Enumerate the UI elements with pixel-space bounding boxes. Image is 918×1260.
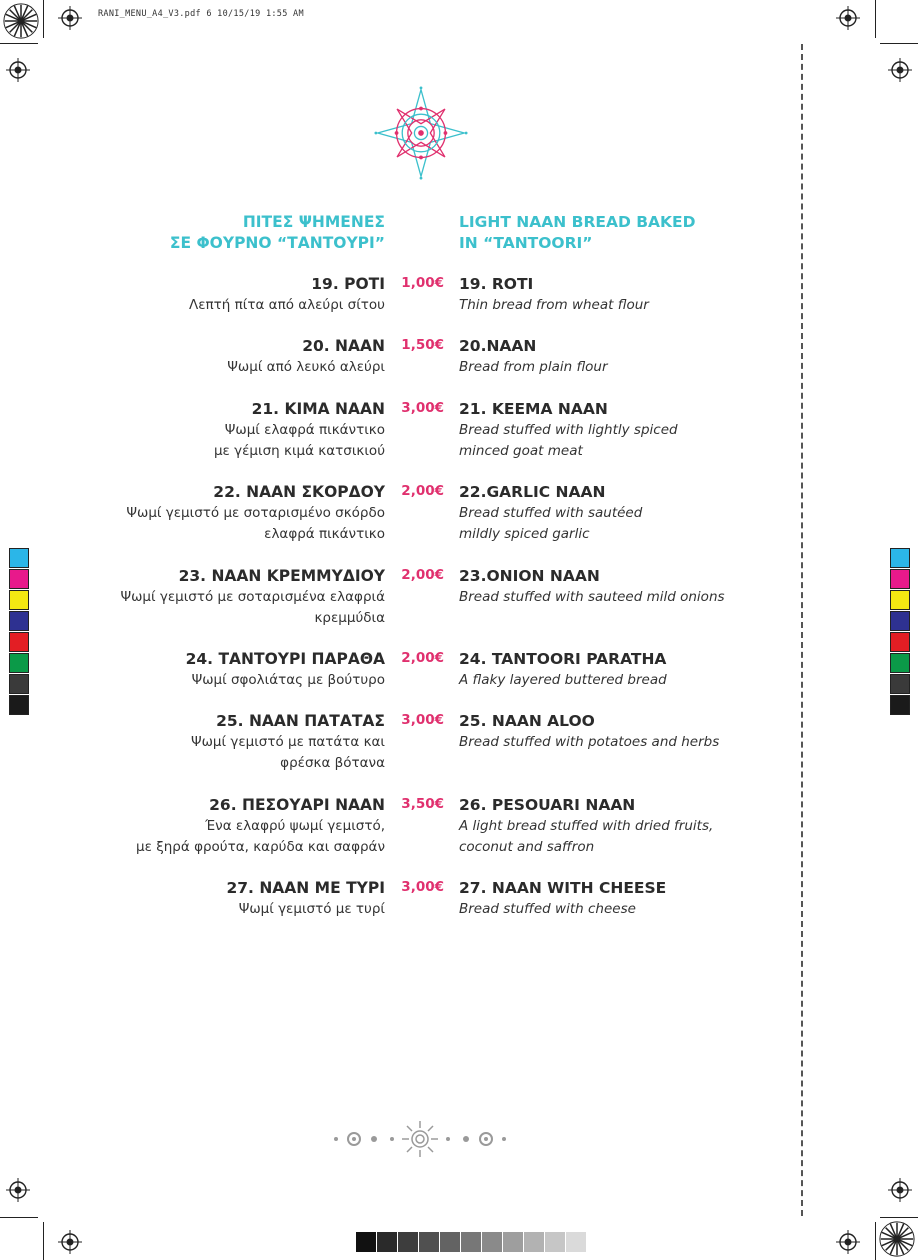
item-greek: [45, 336, 385, 378]
item-name-greek: 25. ΝΑΑΝ ΠΑΤΑΤΑΣ: [216, 712, 385, 730]
item-price: 2,00€: [401, 483, 444, 499]
item-description-greek: Ψωμί ελαφρά πικάντικο με γέμιση κιμά κατσικιού: [213, 422, 385, 459]
item-price: 2,00€: [401, 650, 444, 666]
item-name-english: 25. NAAN ALOO: [459, 712, 595, 730]
mandala-icon: [374, 86, 468, 180]
crop-mark: [0, 1217, 38, 1218]
item-english: [459, 399, 789, 462]
item-name-greek: 22. ΝΑΑΝ ΣΚΟΡΔΟΥ: [213, 483, 385, 501]
item-price: 1,00€: [401, 275, 444, 291]
swatch-green: [9, 653, 29, 673]
sun-divider-icon: [330, 1120, 510, 1158]
swatch-cyan: [890, 548, 910, 568]
registration-mark-icon: [836, 6, 860, 30]
registration-mark-icon: [888, 58, 912, 82]
item-name-greek: 23. ΝΑΑΝ ΚΡΕΜΜΥΔΙΟΥ: [178, 567, 385, 585]
item-name-greek: 19. ΡΟΤΙ: [311, 275, 385, 293]
item-english: [459, 649, 789, 691]
item-description-english: Bread stuffed with potatoes and herbs: [459, 734, 720, 750]
item-english: [459, 566, 789, 608]
item-description-english: Bread stuffed with sauteed mild onions: [459, 589, 725, 605]
item-english: [459, 711, 789, 753]
swatch-gray: [9, 674, 29, 694]
item-name-english: 20.NAAN: [459, 337, 537, 355]
grayscale-calibration-bar: [356, 1232, 587, 1252]
item-name-english: 27. NAAN WITH CHEESE: [459, 879, 667, 897]
heading-line: LIGHT NAAN BREAD BAKED: [459, 213, 696, 231]
heading-line: ΠΙΤΕΣ ΨΗΜΕΝΕΣ: [242, 213, 385, 231]
item-price: 3,00€: [401, 712, 444, 728]
item-name-english: 24. TANTOORI PARATHA: [459, 650, 667, 668]
sunburst-mark-icon: [2, 2, 40, 40]
item-name-greek: 26. ΠΕΣΟΥΑΡΙ ΝΑΑΝ: [209, 796, 385, 814]
crop-mark: [880, 43, 918, 44]
item-description-english: A flaky layered buttered bread: [459, 672, 667, 688]
item-greek: [45, 711, 385, 774]
item-description-greek: Λεπτή πίτα από αλεύρι σίτου: [189, 297, 385, 313]
item-price: 2,00€: [401, 567, 444, 583]
heading-line: IN “TANTOORI”: [459, 234, 593, 252]
swatch-cyan: [9, 548, 29, 568]
crop-mark: [43, 1222, 44, 1260]
item-description-english: A light bread stuffed with dried fruits, coconut and saffron: [459, 818, 714, 855]
item-description-greek: Ψωμί γεμιστό με σοταρισμένο σκόρδο ελαφρά πικάντικο: [126, 505, 385, 542]
swatch-black: [890, 695, 910, 715]
swatch-black: [9, 695, 29, 715]
item-greek: [45, 399, 385, 462]
item-name-greek: 24. ΤΑΝΤΟΥΡΙ ΠΑΡΑΘΑ: [185, 650, 385, 668]
item-name-greek: 20. ΝΑΑΝ: [302, 337, 385, 355]
item-english: [459, 336, 789, 378]
item-description-english: Bread from plain flour: [459, 359, 608, 375]
item-description-english: Bread stuffed with sautéed mildly spiced garlic: [459, 505, 643, 542]
swatch-yellow: [890, 590, 910, 610]
item-greek: [45, 878, 385, 920]
item-price: 1,50€: [401, 337, 444, 353]
swatch-yellow: [9, 590, 29, 610]
crop-mark: [880, 1217, 918, 1218]
item-price: 3,00€: [401, 400, 444, 416]
item-greek: [45, 274, 385, 316]
registration-mark-icon: [888, 1178, 912, 1202]
item-name-english: 21. KEEMA NAAN: [459, 400, 608, 418]
swatch-magenta: [9, 569, 29, 589]
item-english: [459, 795, 789, 858]
registration-mark-icon: [58, 6, 82, 30]
item-greek: [45, 566, 385, 629]
registration-mark-icon: [836, 1230, 860, 1254]
item-name-english: 26. PESOUARI NAAN: [459, 796, 636, 814]
swatch-gray: [890, 674, 910, 694]
item-description-english: Thin bread from wheat flour: [459, 297, 649, 313]
item-greek: [45, 482, 385, 545]
item-name-english: 22.GARLIC NAAN: [459, 483, 606, 501]
item-description-greek: Ψωμί σφολιάτας με βούτυρο: [191, 672, 385, 688]
item-greek: [45, 795, 385, 858]
swatch-blue: [890, 611, 910, 631]
item-description-greek: Ψωμί γεμιστό με πατάτα και φρέσκα βότανα: [190, 734, 385, 771]
registration-mark-icon: [58, 1230, 82, 1254]
item-description-english: Bread stuffed with cheese: [459, 901, 636, 917]
swatch-red: [9, 632, 29, 652]
crop-mark: [875, 1222, 876, 1260]
registration-mark-icon: [6, 1178, 30, 1202]
item-description-greek: Ψωμί γεμιστό με σοταρισμένα ελαφριά κρεμμύδια: [120, 589, 385, 626]
item-name-greek: 21. ΚΙΜΑ ΝΑΑΝ: [251, 400, 385, 418]
item-description-greek: Ψωμί γεμιστό με τυρί: [238, 901, 385, 917]
registration-mark-icon: [6, 58, 30, 82]
swatch-magenta: [890, 569, 910, 589]
swatch-red: [890, 632, 910, 652]
item-english: [459, 482, 789, 545]
item-price: 3,00€: [401, 879, 444, 895]
item-name-english: 23.ONION NAAN: [459, 567, 600, 585]
fold-guide-line: [801, 44, 803, 1216]
item-description-english: Bread stuffed with lightly spiced minced goat meat: [459, 422, 678, 459]
color-calibration-bar-left: [9, 548, 29, 716]
item-description-greek: Ψωμί από λευκό αλεύρι: [227, 359, 385, 375]
swatch-blue: [9, 611, 29, 631]
crop-mark: [0, 43, 38, 44]
section-heading-greek: [85, 212, 385, 254]
file-slug: RANI_MENU_A4_V3.pdf 6 10/15/19 1:55 AM: [98, 9, 304, 19]
crop-mark: [43, 0, 44, 38]
swatch-green: [890, 653, 910, 673]
item-english: [459, 274, 789, 316]
heading-line: ΣΕ ΦΟΥΡΝΟ “ΤΑΝΤΟΥΡΙ”: [169, 234, 385, 252]
section-heading-english: [459, 212, 789, 254]
item-name-greek: 27. ΝΑΑΝ ΜΕ ΤΥΡΙ: [226, 879, 385, 897]
sunburst-mark-icon: [878, 1220, 916, 1258]
color-calibration-bar-right: [890, 548, 910, 716]
item-greek: [45, 649, 385, 691]
crop-mark: [875, 0, 876, 38]
item-english: [459, 878, 789, 920]
item-description-greek: Ένα ελαφρύ ψωμί γεμιστό, με ξηρά φρούτα, καρύδα και σαφράν: [136, 818, 385, 855]
item-price: 3,50€: [401, 796, 444, 812]
item-name-english: 19. ROTI: [459, 275, 534, 293]
